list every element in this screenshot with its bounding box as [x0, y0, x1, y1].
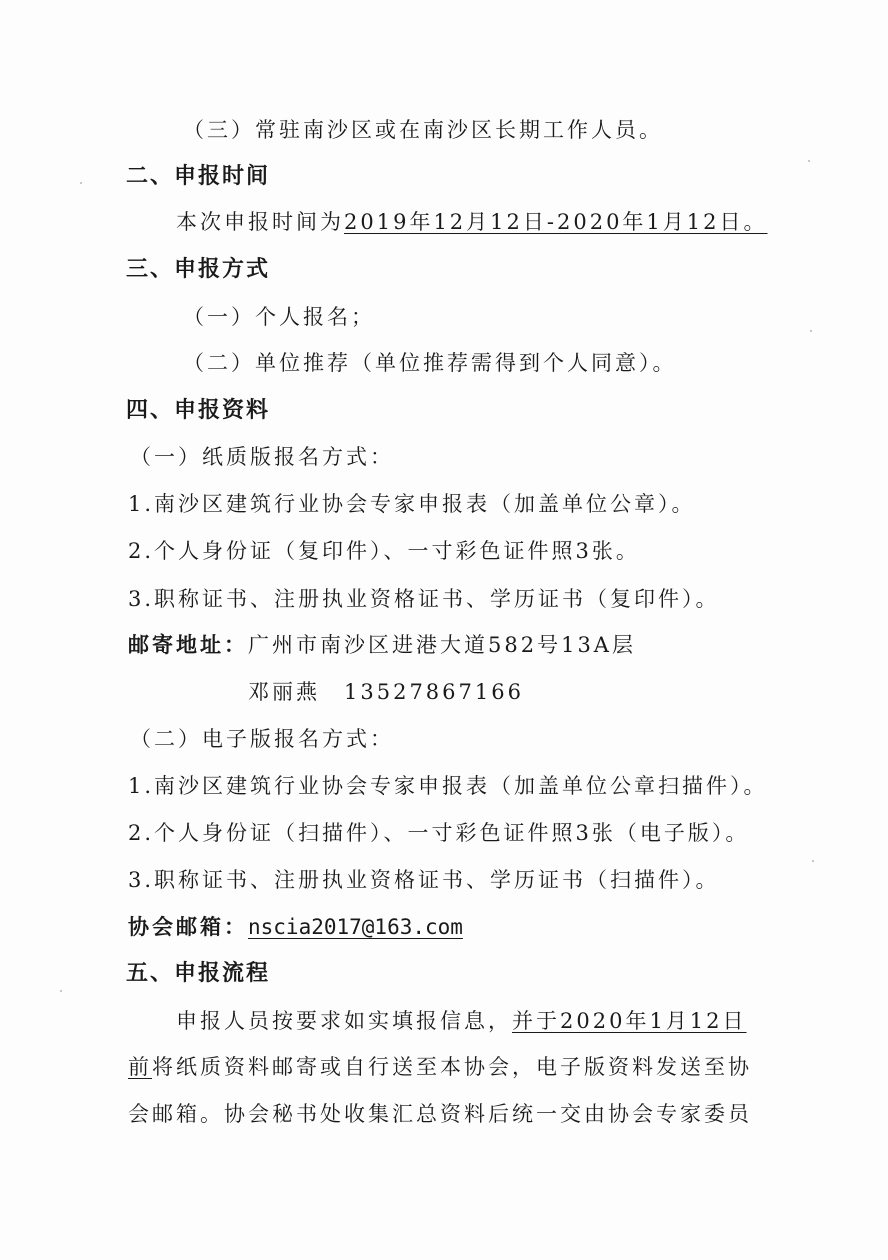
paper-method-heading: （一）纸质版报名方式： — [130, 445, 394, 469]
scan-speck — [808, 160, 810, 162]
electronic-item-3: 3.职称证书、注册执业资格证书、学历证书（扫描件）。 — [128, 868, 720, 892]
process-line-3: 会邮箱。协会秘书处收集汇总资料后统一交由协会专家委员 — [128, 1102, 752, 1126]
process-line-2-text: 将纸质资料邮寄或自行送至本协会，电子版资料发送至协 — [152, 1055, 752, 1079]
email-line — [128, 912, 463, 942]
paper-item-1: 1.南沙区建筑行业协会专家申报表（加盖单位公章）。 — [128, 492, 696, 516]
scan-speck — [80, 182, 82, 184]
electronic-method-heading: （二）电子版报名方式： — [130, 727, 394, 751]
scan-speck — [60, 990, 62, 992]
mail-contact: 邓丽燕 13527867166 — [248, 680, 524, 704]
time-prefix: 本次申报时间为 — [176, 210, 344, 234]
email-label: 协会邮箱： — [128, 914, 248, 939]
process-line-2 — [128, 1052, 752, 1082]
section-heading-process: 五、申报流程 — [126, 960, 271, 986]
process-line-1-prefix: 申报人员按要求如实填报信息， — [176, 1009, 512, 1033]
scan-speck — [810, 330, 812, 332]
mail-address-line — [128, 630, 636, 660]
time-paragraph — [176, 207, 768, 237]
method-item-1: （一）个人报名； — [183, 305, 375, 329]
electronic-item-1: 1.南沙区建筑行业协会专家申报表（加盖单位公章扫描件）。 — [128, 774, 768, 798]
process-deadline: 并于2020年1月12日 — [512, 1009, 747, 1033]
email-link[interactable]: nscia2017@163.com — [248, 915, 463, 939]
paper-item-3: 3.职称证书、注册执业资格证书、学历证书（复印件）。 — [128, 587, 720, 611]
section-heading-time: 二、申报时间 — [126, 163, 271, 189]
paper-item-2: 2.个人身份证（复印件）、一寸彩色证件照3张。 — [128, 539, 640, 563]
section-heading-materials: 四、申报资料 — [126, 397, 271, 423]
eligibility-item-3: （三）常驻南沙区或在南沙区长期工作人员。 — [183, 118, 663, 142]
electronic-item-2: 2.个人身份证（扫描件）、一寸彩色证件照3张（电子版）。 — [128, 821, 750, 845]
scan-speck — [812, 860, 814, 862]
mail-address: 广州市南沙区进港大道582号13A层 — [248, 633, 636, 657]
time-range: 2019年12月12日-2020年1月12日。 — [344, 210, 768, 234]
process-line-1 — [176, 1006, 747, 1036]
section-heading-method: 三、申报方式 — [126, 256, 271, 282]
process-deadline-end: 前 — [128, 1055, 152, 1079]
mail-label: 邮寄地址： — [128, 632, 248, 657]
method-item-2: （二）单位推荐（单位推荐需得到个人同意）。 — [183, 351, 677, 375]
